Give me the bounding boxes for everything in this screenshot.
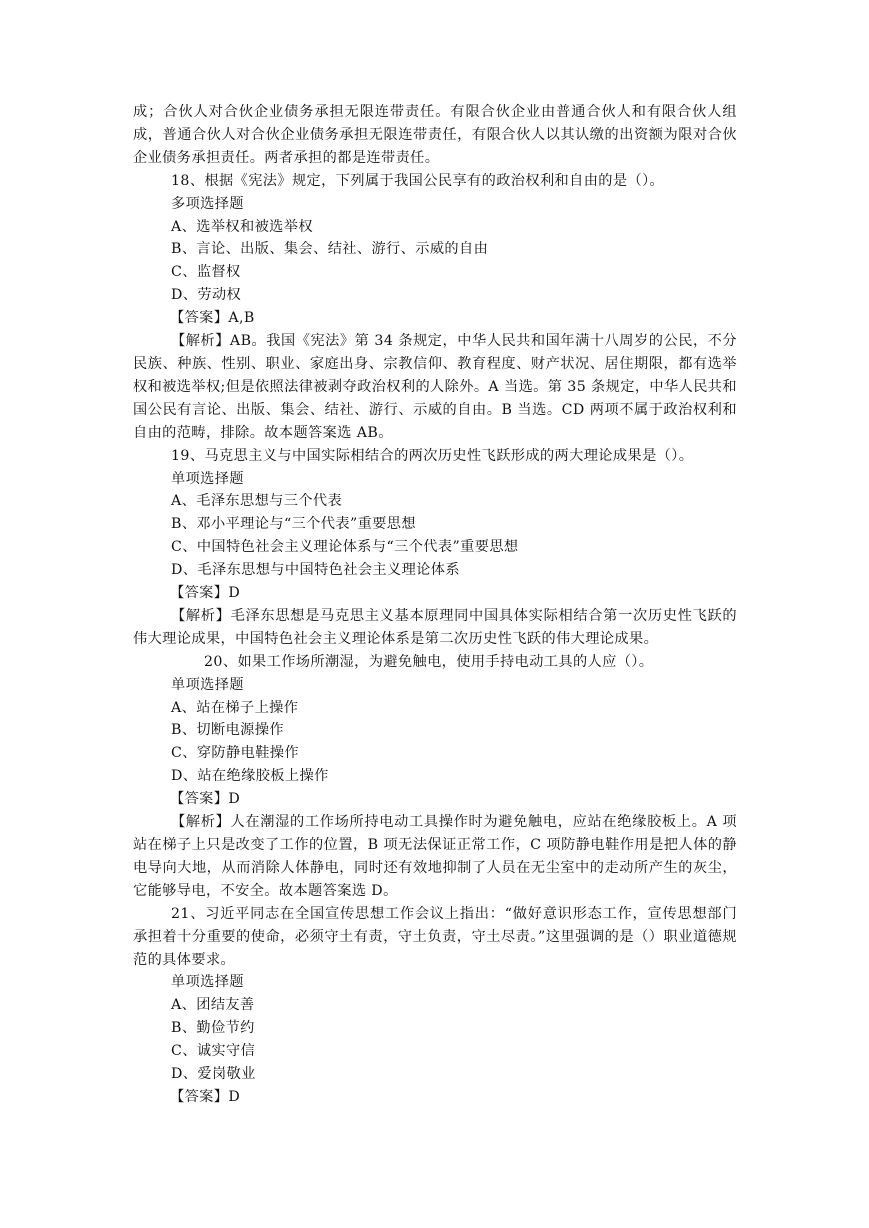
q21-option-a: A、团结友善 (171, 997, 255, 1014)
q19-option-b: B、邓小平理论与“三个代表”重要思想 (171, 516, 416, 533)
q18-answer: 【答案】A,B (170, 310, 255, 327)
q19-answer: 【答案】D (170, 585, 241, 602)
q18-question: 18、根据《宪法》规定，下列属于我国公民享有的政治权利和自由的是（）。 (171, 172, 665, 189)
q18-type: 多项选择题 (171, 195, 244, 212)
q18-option-a: A、选举权和被选举权 (171, 218, 313, 235)
q20-question: 20、如果工作场所潮湿，为避免触电，使用手持电动工具的人应（）。 (204, 653, 654, 670)
q21-option-c: C、诚实守信 (171, 1043, 256, 1060)
q19-option-c: C、中国特色社会主义理论体系与“三个代表”重要思想 (171, 539, 519, 556)
q21-type: 单项选择题 (171, 974, 244, 991)
q18-option-c: C、监督权 (171, 264, 241, 281)
q20-analysis: 【解析】人在潮湿的工作场所持电动工具操作时为避免触电，应站在绝缘胶板上。A 项站在梯子上只是改变了工作的位置，B 项无法保证正常工作，C 项防静电鞋作用是把人体的静电导向大地，从而消除人体静电，同时还有效地抑制了人员在无尘室中的走动所产生的灰尘，它能够导电，不安全。故本题答案选 D。 (133, 814, 737, 899)
q19-type: 单项选择题 (171, 470, 244, 487)
q20-option-c: C、穿防静电鞋操作 (171, 745, 299, 762)
q19-analysis: 【解析】毛泽东思想是马克思主义基本原理同中国具体实际相结合第一次历史性飞跃的伟大理论成果，中国特色社会主义理论体系是第二次历史性飞跃的伟大理论成果。 (133, 607, 737, 647)
q21-option-b: B、勤俭节约 (171, 1020, 255, 1037)
q20-type: 单项选择题 (171, 676, 244, 693)
q21-option-d: D、爱岗敬业 (171, 1066, 256, 1083)
q20-option-b: B、切断电源操作 (171, 722, 284, 739)
q18-analysis: 【解析】AB。我国《宪法》第 34 条规定，中华人民共和国年满十八周岁的公民，不分民族、种族、性别、职业、家庭出身、宗教信仰、教育程度、财产状况、居住期限，都有选举权和被选举权;但是依照法律被剥夺政治权利的人除外。A 当选。第 35 条规定，中华人民共和国公民有言论、出版、集会、结社、游行、示威的自由。B 当选。CD 两项不属于政治权利和自由的范畴，排除。故本题答案选 AB。 (133, 333, 737, 441)
q20-option-a: A、站在梯子上操作 (171, 699, 299, 716)
q19-option-a: A、毛泽东思想与三个代表 (171, 493, 343, 510)
q21-question: 21、习近平同志在全国宣传思想工作会议上指出：“做好意识形态工作，宣传思想部门承担着十分重要的使命，必须守土有责，守土负责，守土尽责。”这里强调的是（）职业道德规范的具体要求。 (133, 905, 737, 968)
q21-answer: 【答案】D (170, 1088, 241, 1105)
q18-option-d: D、劳动权 (171, 287, 242, 304)
q20-answer: 【答案】D (170, 791, 241, 808)
q19-option-d: D、毛泽东思想与中国特色社会主义理论体系 (171, 562, 460, 579)
intro-paragraph: 成；合伙人对合伙企业债务承担无限连带责任。有限合伙企业由普通合伙人和有限合伙人组成，普通合伙人对合伙企业债务承担无限连带责任，有限合伙人以其认缴的出资额为限对合伙企业债务承担责任。两者承担的都是连带责任。 (133, 104, 737, 166)
q18-option-b: B、言论、出版、集会、结社、游行、示威的自由 (171, 241, 489, 258)
q20-option-d: D、站在绝缘胶板上操作 (171, 768, 329, 785)
q19-question: 19、马克思主义与中国实际相结合的两次历史性飞跃形成的两大理论成果是（）。 (171, 447, 694, 464)
